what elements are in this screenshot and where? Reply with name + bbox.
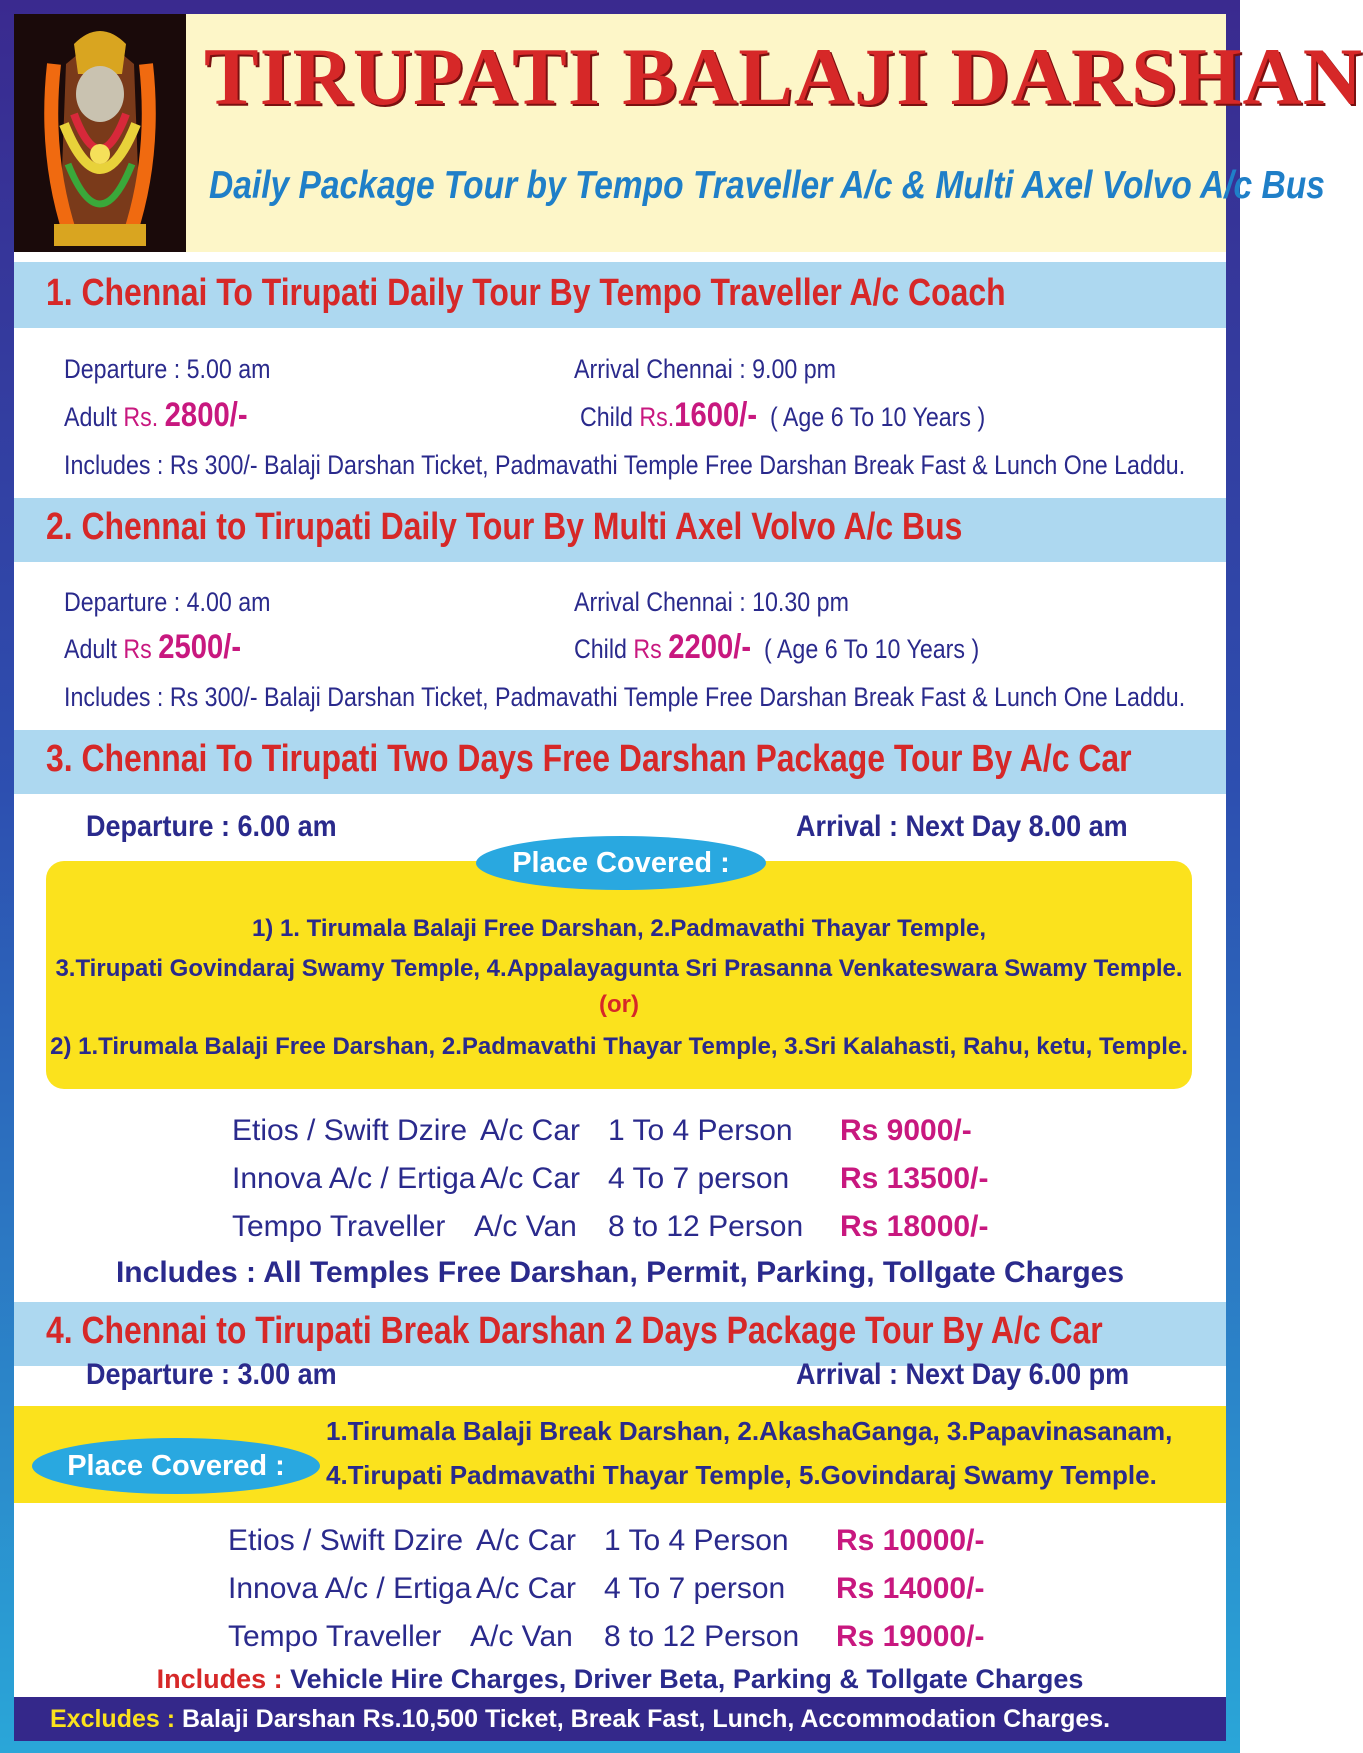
tour4-vehicle-row [14,1572,1226,1612]
tour1-child-fare [580,396,985,435]
tour1-child-price: 1600/- [674,396,758,434]
tour3-vehicle-row [14,1162,1226,1202]
tour3-heading: 3. Chennai To Tirupati Two Days Free Darshan Package Tour By A/c Car [46,738,1132,780]
tour2-child-label: Child [574,634,634,664]
vehicle-name: Innova A/c / Ertiga [228,1572,472,1605]
vehicle-price: Rs 19000/- [836,1620,985,1653]
tour1-departure: Departure : 5.00 am [64,354,271,384]
vehicle-capacity: 1 To 4 Person [608,1114,793,1147]
page-title: TIRUPATI BALAJI DARSHAN [204,31,1363,122]
tour1-arrival: Arrival Chennai : 9.00 pm [574,354,837,384]
vehicle-capacity: 4 To 7 person [604,1572,786,1605]
tour4-includes-text: Vehicle Hire Charges, Driver Beta, Parking & Tollgate Charges [290,1664,1084,1694]
tour4-departure: Departure : 3.00 am [86,1358,337,1391]
tour1-child-label: Child [580,402,640,432]
vehicle-price: Rs 18000/- [840,1210,989,1243]
tour4-heading-band [14,1302,1226,1366]
vehicle-name: Etios / Swift Dzire [232,1114,468,1147]
vehicle-name: Innova A/c / Ertiga [232,1162,476,1195]
tour3-places-line2: 3.Tirupati Govindaraj Swamy Temple, 4.Appalayagunta Sri Prasanna Venkateswara Swamy Temple. [55,955,1183,982]
vehicle-type: A/c Car [476,1572,577,1605]
tour4-includes [14,1664,1226,1695]
tour2-includes: Includes : Rs 300/- Balaji Darshan Ticket, Padmavathi Temple Free Darshan Break Fast & Lunch One Laddu. [64,682,1186,712]
vehicle-capacity: 8 to 12 Person [608,1210,804,1243]
vehicle-type: A/c Van [474,1210,577,1243]
tour3-heading-band [14,730,1226,794]
vehicle-name: Tempo Traveller [232,1210,446,1243]
vehicle-name: Etios / Swift Dzire [228,1524,464,1557]
tour4-places-line2: 4.Tirupati Padmavathi Thayar Temple, 5.Govindaraj Swamy Temple. [326,1460,1157,1490]
deity-image [14,14,186,252]
tour3-includes: Includes : All Temples Free Darshan, Permit, Parking, Tollgate Charges [115,1256,1125,1289]
tour4-heading: 4. Chennai to Tirupati Break Darshan 2 Days Package Tour By A/c Car [46,1310,1103,1352]
tour2-child-age: ( Age 6 To 10 Years ) [764,634,980,664]
tour2-departure: Departure : 4.00 am [64,587,271,617]
tour1-child-age: ( Age 6 To 10 Years ) [770,402,986,432]
tour3-places-line3: 2) 1.Tirumala Balaji Free Darshan, 2.Padmavathi Thayar Temple, 3.Sri Kalahasti, Rahu, ketu, Temple. [50,1033,1188,1060]
tour1-includes: Includes : Rs 300/- Balaji Darshan Ticket, Padmavathi Temple Free Darshan Break Fast & Lunch One Laddu. [64,450,1186,480]
page-subtitle: Daily Package Tour by Tempo Traveller A/c & Multi Axel Volvo A/c Bus [209,164,1325,207]
vehicle-type: A/c Car [480,1114,581,1147]
tour3-or: (or) [599,991,639,1018]
tour4-vehicle-row [14,1524,1226,1564]
tour2-adult-label: Adult [64,634,124,664]
vehicle-capacity: 1 To 4 Person [604,1524,789,1557]
tour2-child-fare [574,628,979,667]
poster-sheet [14,14,1363,1741]
tour1-heading-band [14,262,1226,328]
tour4-includes-label: Includes : [156,1664,291,1694]
tour2-adult-fare [64,628,241,667]
tour1-adult-rs: Rs. [123,402,159,432]
vehicle-price: Rs 10000/- [836,1524,985,1557]
tour2-heading-band [14,498,1226,562]
vehicle-type: A/c Van [470,1620,573,1653]
tour3-vehicle-row [14,1114,1226,1154]
tour3-places-line1: 1) 1. Tirumala Balaji Free Darshan, 2.Padmavathi Thayar Temple, [251,915,987,942]
vehicle-price: Rs 13500/- [840,1162,989,1195]
vehicle-type: A/c Car [480,1162,581,1195]
tour2-heading: 2. Chennai to Tirupati Daily Tour By Multi Axel Volvo A/c Bus [46,506,963,548]
tour4-places-line1: 1.Tirumala Balaji Break Darshan, 2.AkashaGanga, 3.Papavinasanam, [326,1416,1173,1446]
excludes-label: Excludes : [50,1705,182,1733]
excludes-bar [14,1697,1226,1741]
header [14,14,1363,252]
tour2-child-rs: Rs [633,634,662,664]
tour3-places-label: Place Covered : [476,836,766,890]
excludes-text: Balaji Darshan Rs.10,500 Ticket, Break Fast, Lunch, Accommodation Charges. [182,1705,1111,1733]
vehicle-price: Rs 9000/- [840,1114,972,1147]
tour2-child-price: 2200/- [668,628,752,666]
tour4-places-label: Place Covered : [32,1438,320,1494]
tour1-heading: 1. Chennai To Tirupati Daily Tour By Tempo Traveller A/c Coach [46,272,1006,314]
vehicle-price: Rs 14000/- [836,1572,985,1605]
tour3-vehicle-row [14,1210,1226,1250]
tour2-adult-rs: Rs [123,634,152,664]
tour1-adult-label: Adult [64,402,124,432]
excludes-line [50,1705,1110,1734]
tour2-arrival: Arrival Chennai : 10.30 pm [574,587,849,617]
tour3-departure: Departure : 6.00 am [86,810,337,843]
tour4-vehicle-row [14,1620,1226,1660]
tour1-adult-price: 2800/- [164,396,248,434]
tour4-arrival: Arrival : Next Day 6.00 pm [796,1358,1130,1391]
vehicle-type: A/c Car [476,1524,577,1557]
tour3-places-box [46,861,1192,1089]
vehicle-name: Tempo Traveller [228,1620,442,1653]
tour3-arrival: Arrival : Next Day 8.00 am [796,810,1128,843]
tour1-adult-fare [64,396,248,435]
vehicle-capacity: 8 to 12 Person [604,1620,800,1653]
tour2-adult-price: 2500/- [158,628,242,666]
tour1-child-rs: Rs. [639,402,675,432]
vehicle-capacity: 4 To 7 person [608,1162,790,1195]
